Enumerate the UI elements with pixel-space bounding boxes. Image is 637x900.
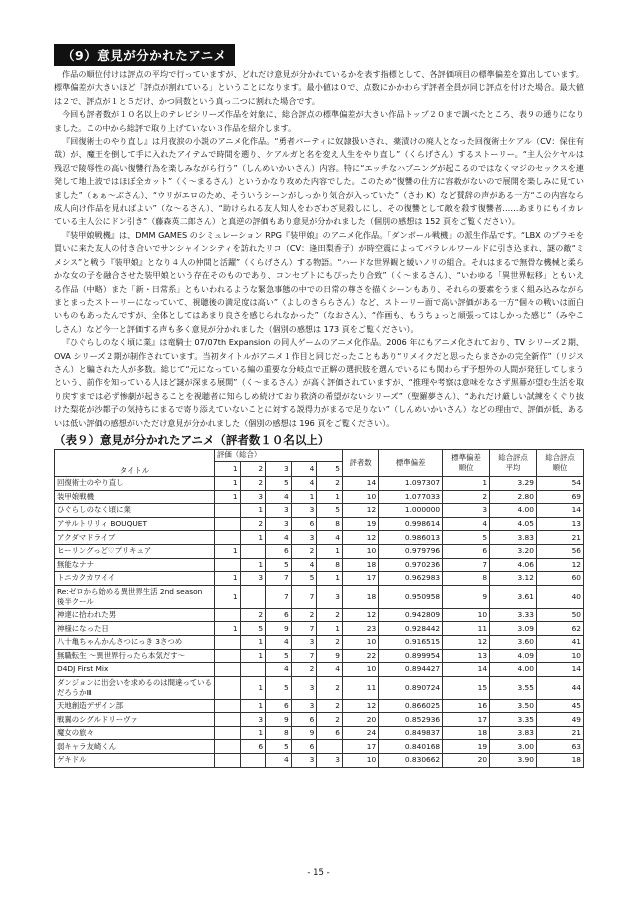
cell-rating-4: 3 (291, 531, 317, 545)
cell-stdev-rank: 3 (443, 504, 490, 518)
cell-rating-3: 3 (266, 504, 292, 518)
cell-avg: 3.60 (490, 635, 537, 649)
cell-stdev-rank: 12 (443, 635, 490, 649)
cell-rating-1: 1 (214, 544, 240, 558)
cell-rating-5: 2 (317, 699, 343, 713)
cell-stdev-rank: 2 (443, 490, 490, 504)
cell-stdev: 0.849837 (379, 726, 443, 740)
cell-avg-rank: 56 (536, 544, 583, 558)
cell-rating-5 (317, 740, 343, 754)
cell-stdev: 0.986013 (379, 531, 443, 545)
section-heading: （9）意見が分かれたアニメ (54, 44, 235, 66)
cell-stdev-rank: 6 (443, 544, 490, 558)
cell-reviewers: 24 (342, 726, 378, 740)
table-row (55, 572, 584, 586)
cell-rating-2 (240, 663, 266, 677)
cell-rating-5: 9 (317, 649, 343, 663)
cell-title: アサルトリリィ BOUQUET (55, 517, 215, 531)
cell-reviewers: 18 (342, 558, 378, 572)
cell-stdev-rank: 1 (443, 476, 490, 490)
cell-avg-rank: 12 (536, 558, 583, 572)
cell-title: 無能なナナ (55, 558, 215, 572)
cell-rating-4: 2 (291, 544, 317, 558)
cell-rating-2: 1 (240, 649, 266, 663)
cell-reviewers: 14 (342, 476, 378, 490)
col-header-stdev: 標準偏差 (379, 449, 443, 476)
cell-rating-5: 2 (317, 608, 343, 622)
cell-rating-4: 3 (291, 676, 317, 699)
cell-reviewers: 22 (342, 649, 378, 663)
page-number: - 15 - (307, 868, 330, 878)
cell-stdev-rank: 16 (443, 699, 490, 713)
cell-rating-4: 3 (291, 754, 317, 768)
cell-rating-4: 7 (291, 622, 317, 636)
paragraph: 『ひぐらしのなく頃に業』は竜騎士 07/07th Expansion の同人ゲームのアニメ化作品。2006 年にもアニメ化されており、TV シリーズ２期、OVA シリーズ２期が制作されています。当初タイトルがアニメ１作目と同じだったこともあり“リメイクだと思ったらまさかの完全新作”（リジスさん）と騙された人が多数。総じて“元になっている編の重要な分岐点で正解の選択肢を選んでいるにも関わらず予想外の人間が発狂してしまうという、前作を知っている人ほど謎が深まる展開”（く～まるさん）が高く評価されていますが、“推理や考察は意味をなさず黒幕が望む生活を取り戻すまでは必ず惨劇が起きることを視聴者に知らしめ続けており救済の希望がないシリーズ”（聖羅夢さん）、“あれだけ厳しい試練をくぐり抜けた梨花が沙都子の気持ちにまるで寄り添えていないことに対する説得力がまるで足りない”（しんめいかいさん）などの理由で、評価が低、あるいは低い評価の感想がいただけ意見が分かれました（個別の感想は 196 頁をご覧ください）。 (54, 337, 584, 428)
cell-rating-1 (214, 517, 240, 531)
cell-stdev: 0.942809 (379, 608, 443, 622)
cell-avg-rank: 60 (536, 572, 583, 586)
cell-reviewers: 10 (342, 635, 378, 649)
cell-rating-4: 7 (291, 649, 317, 663)
cell-title: 天地創造デザイン部 (55, 699, 215, 713)
cell-avg: 4.05 (490, 517, 537, 531)
cell-title: Re:ゼロから始める異世界生活 2nd season 後半クール (55, 585, 215, 608)
cell-rating-4: 7 (291, 585, 317, 608)
cell-avg-rank: 18 (536, 754, 583, 768)
cell-avg: 2.80 (490, 490, 537, 504)
cell-stdev-rank: 20 (443, 754, 490, 768)
cell-title: 戦翼のシグルドリーヴァ (55, 713, 215, 727)
cell-avg-rank: 41 (536, 635, 583, 649)
cell-rating-2: 1 (240, 699, 266, 713)
cell-rating-2: 2 (240, 608, 266, 622)
col-header-avg-rank: 総合評点 順位 (536, 449, 583, 476)
cell-stdev: 0.840168 (379, 740, 443, 754)
table-row (55, 754, 584, 768)
table-row (55, 699, 584, 713)
table-row (55, 585, 584, 608)
cell-rating-2: 1 (240, 558, 266, 572)
cell-avg: 3.12 (490, 572, 537, 586)
results-table (54, 449, 584, 768)
cell-avg: 3.90 (490, 754, 537, 768)
cell-rating-2: 2 (240, 476, 266, 490)
cell-title: トニカクカワイイ (55, 572, 215, 586)
cell-stdev: 0.928442 (379, 622, 443, 636)
cell-avg-rank: 49 (536, 713, 583, 727)
cell-rating-4: 6 (291, 713, 317, 727)
col-header-rating-3: 3 (266, 461, 292, 476)
cell-rating-1: 1 (214, 490, 240, 504)
cell-stdev: 0.894427 (379, 663, 443, 677)
cell-rating-2 (240, 754, 266, 768)
table-row (55, 531, 584, 545)
paragraph: 『装甲娘戦機』は、DMM GAMES のシミュレーション RPG『装甲娘』のアニメ化作品。「ダンボール戦機」の派生作品です。“LBX のプラモを買いに来た友人の付き合いでサンシャインシティを訪れたリコ（CV：逢田梨香子）が時空震によってパラレルワールドに引き込まれ、謎の敵“ミメシス”と戦う『装甲娘』となり４人の仲間と活躍”（くらげさん）する物語。“ハードな世界観と緩いノリの組合。それはまるで無骨な機械と柔らかな女の子を融合させた装甲娘という存在そのものであり、コンセプトにもぴったり合致”（く～まるさん）、“いわゆる「異世界転移」ともいえる作品（中略）また「新・日常系」ともいわれるような緊急事態の中での日常の尊さを描くシーンもあり、それらの要素をうまく組み込みながらまとまったストーリーになっていて、視聴後の満足度は高い”（よしのきららさん）など、ストーリー面で高い評価がある一方“個々の戦いは面白いものもあったんですが、全体としてはあまり良さを感じられなかった”（なおさん）、“作画も、もうちょっと頑張ってはしかった感じ”（みやこしさん）など今一と評価する声も多く意見が分かれました（個別の感想は 173 頁をご覧ください）。 (54, 229, 584, 334)
table-body (55, 476, 584, 767)
cell-avg: 3.09 (490, 622, 537, 636)
cell-rating-5: 2 (317, 476, 343, 490)
cell-rating-3: 4 (266, 754, 292, 768)
cell-stdev-rank: 5 (443, 531, 490, 545)
cell-rating-3: 4 (266, 663, 292, 677)
cell-stdev: 1.077033 (379, 490, 443, 504)
table-row (55, 663, 584, 677)
cell-rating-5: 1 (317, 572, 343, 586)
cell-rating-5: 8 (317, 517, 343, 531)
table-row (55, 517, 584, 531)
table-row (55, 608, 584, 622)
cell-avg: 4.06 (490, 558, 537, 572)
cell-avg: 3.35 (490, 713, 537, 727)
paragraph: 作品の順位付けは評点の平均で行っていますが、どれだけ意見が分かれているかを表す指標として、各評価項目の標準偏差を算出しています。標準偏差が大きいほど「評点が割れている」ということになります。最小値は０で、点数にかかわらず評者全員が同じ評点を付けた場合。最大値は２で、評点が１と５だけ、かつ同数という真っ二つに割れた場合です。 (54, 69, 584, 106)
table-row (55, 622, 584, 636)
col-header-rating-2: 2 (240, 461, 266, 476)
cell-reviewers: 10 (342, 544, 378, 558)
table-row (55, 504, 584, 518)
paragraph: 『回復術士のやり直し』は月夜涙の小説のアニメ化作品。“勇者パーティに奴隷扱いされ、薬漬けの廃人となった回復術士ケアル（CV：保住有哉）が、魔王を倒して手に入れたアイテムで時間を遡り、ケアルガと名を変え人生をやり直し”（くらげさん）するストーリー。“主人公ケヤルは残忍で陵辱性の高い復讐行為を楽しみながら行う”（しんめいかいさん）内容。特に“エッチなハプニングが起こるのではなくマジのセックスを連発して地上波ではほぼ全カット”（く～まるさん）というかなり攻めた内容でした。このため“復讐の仕方に容赦がないので展開を楽しみに見ていました”（ぁぁ～ぶさん）、“ウリがエロのため、そういうシーンがしっかり気合が入っていた”（さわ K）など賛辞の声がある一方“この内容なら成人向け作品を見ればよい”（な～るさん）、“助けられる友人知人をわざわざ見殺しにし、その復讐として敵を殺す復讐者……あまりにもイカレている主人公にドン引き”（藤森英二郎さん）と真逆の評価もあり意見が分かれました（個別の感想は 152 頁をご覧ください）。 (54, 136, 584, 227)
cell-title: 神様になった日 (55, 622, 215, 636)
cell-stdev: 0.916515 (379, 635, 443, 649)
col-header-avg: 総合評点 平均 (490, 449, 537, 476)
cell-stdev-rank: 14 (443, 663, 490, 677)
cell-stdev: 0.962983 (379, 572, 443, 586)
cell-rating-3: 4 (266, 490, 292, 504)
cell-reviewers: 12 (342, 608, 378, 622)
cell-stdev: 0.950958 (379, 585, 443, 608)
cell-rating-2: 3 (240, 572, 266, 586)
cell-avg-rank: 45 (536, 699, 583, 713)
cell-avg-rank: 10 (536, 649, 583, 663)
cell-avg: 3.83 (490, 531, 537, 545)
cell-rating-3: 5 (266, 558, 292, 572)
cell-title: 弱キャラ友崎くん (55, 740, 215, 754)
cell-avg-rank: 14 (536, 504, 583, 518)
cell-stdev: 0.830662 (379, 754, 443, 768)
cell-rating-3: 4 (266, 531, 292, 545)
cell-title: 装甲娘戦機 (55, 490, 215, 504)
cell-reviewers: 11 (342, 676, 378, 699)
cell-rating-1 (214, 531, 240, 545)
cell-rating-4: 4 (291, 476, 317, 490)
col-header-reviewers: 評者数 (342, 449, 378, 476)
cell-rating-2: 6 (240, 740, 266, 754)
cell-stdev: 0.866025 (379, 699, 443, 713)
cell-rating-5: 3 (317, 585, 343, 608)
cell-avg-rank: 63 (536, 740, 583, 754)
table-row (55, 676, 584, 699)
cell-avg-rank: 40 (536, 585, 583, 608)
col-header-rating-1: 1 (214, 461, 240, 476)
table-row (55, 558, 584, 572)
cell-rating-3: 9 (266, 713, 292, 727)
cell-title: 神達に拾われた男 (55, 608, 215, 622)
cell-rating-3: 6 (266, 699, 292, 713)
cell-rating-3: 6 (266, 608, 292, 622)
cell-rating-2: 3 (240, 713, 266, 727)
cell-rating-2: 2 (240, 517, 266, 531)
cell-rating-3: 9 (266, 622, 292, 636)
cell-stdev: 0.979796 (379, 544, 443, 558)
cell-rating-5: 1 (317, 490, 343, 504)
cell-rating-1: 1 (214, 585, 240, 608)
cell-rating-2: 1 (240, 531, 266, 545)
cell-stdev-rank: 10 (443, 608, 490, 622)
cell-stdev-rank: 15 (443, 676, 490, 699)
cell-stdev-rank: 7 (443, 558, 490, 572)
cell-rating-5: 1 (317, 622, 343, 636)
cell-rating-1 (214, 558, 240, 572)
cell-rating-1 (214, 504, 240, 518)
page-content (54, 44, 584, 768)
cell-stdev-rank: 18 (443, 726, 490, 740)
cell-rating-4: 6 (291, 517, 317, 531)
cell-avg-rank: 21 (536, 531, 583, 545)
cell-stdev-rank: 8 (443, 572, 490, 586)
cell-rating-1 (214, 676, 240, 699)
col-header-rating-5: 5 (317, 461, 343, 476)
cell-avg-rank: 14 (536, 663, 583, 677)
cell-reviewers: 19 (342, 517, 378, 531)
cell-title: ダンジョンに出会いを求めるのは間違っているだろうかⅢ (55, 676, 215, 699)
cell-stdev: 0.899954 (379, 649, 443, 663)
cell-rating-5: 6 (317, 726, 343, 740)
cell-title: 無職転生 ～異世界行ったら本気だす～ (55, 649, 215, 663)
cell-title: 魔女の旅々 (55, 726, 215, 740)
cell-rating-4: 3 (291, 504, 317, 518)
cell-reviewers: 17 (342, 740, 378, 754)
cell-reviewers: 17 (342, 572, 378, 586)
cell-rating-2 (240, 544, 266, 558)
table-row (55, 726, 584, 740)
cell-rating-1 (214, 740, 240, 754)
cell-avg: 3.61 (490, 585, 537, 608)
cell-avg-rank: 50 (536, 608, 583, 622)
cell-rating-5: 3 (317, 754, 343, 768)
cell-rating-1 (214, 726, 240, 740)
cell-rating-5: 4 (317, 531, 343, 545)
cell-rating-1: 1 (214, 476, 240, 490)
cell-title: ゲキドル (55, 754, 215, 768)
cell-title: ヒーリングっど♡プリキュア (55, 544, 215, 558)
cell-avg: 4.00 (490, 504, 537, 518)
cell-rating-4: 1 (291, 490, 317, 504)
cell-avg: 3.83 (490, 726, 537, 740)
cell-title: 回復術士のやり直し (55, 476, 215, 490)
cell-rating-5: 2 (317, 676, 343, 699)
cell-rating-2: 5 (240, 622, 266, 636)
cell-rating-1: 1 (214, 622, 240, 636)
cell-avg-rank: 54 (536, 476, 583, 490)
cell-rating-3: 5 (266, 649, 292, 663)
cell-reviewers: 10 (342, 490, 378, 504)
cell-rating-5: 5 (317, 504, 343, 518)
cell-rating-2: 1 (240, 635, 266, 649)
cell-rating-4: 4 (291, 558, 317, 572)
col-header-title: タイトル (55, 449, 215, 476)
cell-rating-5: 2 (317, 635, 343, 649)
cell-rating-5: 1 (317, 544, 343, 558)
cell-rating-3: 4 (266, 635, 292, 649)
cell-stdev: 0.852936 (379, 713, 443, 727)
cell-stdev: 1.000000 (379, 504, 443, 518)
cell-rating-3: 5 (266, 740, 292, 754)
cell-avg-rank: 21 (536, 726, 583, 740)
col-header-stdev-rank: 標準偏差 順位 (443, 449, 490, 476)
cell-rating-3: 7 (266, 585, 292, 608)
cell-rating-3: 5 (266, 476, 292, 490)
cell-rating-4: 3 (291, 635, 317, 649)
cell-avg: 3.00 (490, 740, 537, 754)
cell-rating-4: 9 (291, 726, 317, 740)
cell-rating-2 (240, 585, 266, 608)
cell-avg: 4.09 (490, 649, 537, 663)
cell-avg: 4.00 (490, 663, 537, 677)
table-row (55, 713, 584, 727)
cell-rating-4: 5 (291, 572, 317, 586)
cell-title: アクダマドライブ (55, 531, 215, 545)
cell-rating-1: 1 (214, 572, 240, 586)
table-row (55, 476, 584, 490)
cell-avg-rank: 44 (536, 676, 583, 699)
cell-rating-1 (214, 635, 240, 649)
cell-stdev-rank: 17 (443, 713, 490, 727)
cell-stdev-rank: 9 (443, 585, 490, 608)
cell-avg-rank: 69 (536, 490, 583, 504)
cell-avg-rank: 13 (536, 517, 583, 531)
cell-stdev-rank: 19 (443, 740, 490, 754)
cell-reviewers: 23 (342, 622, 378, 636)
cell-rating-3: 5 (266, 676, 292, 699)
cell-avg: 3.20 (490, 544, 537, 558)
cell-reviewers: 12 (342, 531, 378, 545)
cell-reviewers: 10 (342, 663, 378, 677)
cell-title: 八十亀ちゃんかんさつにっき 3さつめ (55, 635, 215, 649)
cell-avg: 3.55 (490, 676, 537, 699)
cell-title: ひぐらしのなく頃に業 (55, 504, 215, 518)
col-header-ratings: 評価（総合） (214, 449, 342, 461)
table-row (55, 740, 584, 754)
body-text (54, 68, 584, 430)
cell-rating-3: 3 (266, 517, 292, 531)
cell-rating-2: 1 (240, 726, 266, 740)
cell-rating-1 (214, 608, 240, 622)
cell-avg: 3.29 (490, 476, 537, 490)
cell-rating-1 (214, 713, 240, 727)
cell-rating-5: 4 (317, 663, 343, 677)
cell-stdev-rank: 4 (443, 517, 490, 531)
cell-rating-2: 1 (240, 504, 266, 518)
cell-rating-4: 6 (291, 740, 317, 754)
cell-rating-1 (214, 649, 240, 663)
cell-stdev: 0.970236 (379, 558, 443, 572)
cell-avg: 3.50 (490, 699, 537, 713)
cell-rating-1 (214, 699, 240, 713)
cell-rating-4: 3 (291, 699, 317, 713)
cell-rating-1 (214, 663, 240, 677)
cell-rating-3: 7 (266, 572, 292, 586)
table-row (55, 490, 584, 504)
cell-rating-4: 2 (291, 608, 317, 622)
cell-rating-2: 1 (240, 676, 266, 699)
cell-reviewers: 10 (342, 754, 378, 768)
cell-reviewers: 20 (342, 713, 378, 727)
table-row (55, 635, 584, 649)
cell-rating-5: 2 (317, 713, 343, 727)
table-title: （表９）意見が分かれたアニメ（評者数１０名以上） (54, 432, 330, 447)
cell-stdev-rank: 11 (443, 622, 490, 636)
cell-rating-2: 3 (240, 490, 266, 504)
cell-reviewers: 12 (342, 504, 378, 518)
cell-stdev: 0.998614 (379, 517, 443, 531)
paragraph: 今回も評者数が１０名以上のテレビシリーズ作品を対象に、総合評点の標準偏差が大きい作品トップ２０まで調べたところ、表９の通りになりました。この中から総評で取り上げていない３作品を紹介します。 (54, 109, 584, 133)
cell-rating-4: 2 (291, 663, 317, 677)
cell-avg: 3.33 (490, 608, 537, 622)
cell-rating-5: 8 (317, 558, 343, 572)
cell-avg-rank: 62 (536, 622, 583, 636)
cell-reviewers: 18 (342, 585, 378, 608)
cell-rating-1 (214, 754, 240, 768)
cell-rating-3: 8 (266, 726, 292, 740)
cell-stdev-rank: 13 (443, 649, 490, 663)
cell-stdev: 0.890724 (379, 676, 443, 699)
col-header-rating-4: 4 (291, 461, 317, 476)
cell-rating-3: 6 (266, 544, 292, 558)
cell-stdev: 1.097307 (379, 476, 443, 490)
table-row (55, 649, 584, 663)
cell-reviewers: 12 (342, 699, 378, 713)
table-row (55, 544, 584, 558)
cell-title: D4DJ First Mix (55, 663, 215, 677)
